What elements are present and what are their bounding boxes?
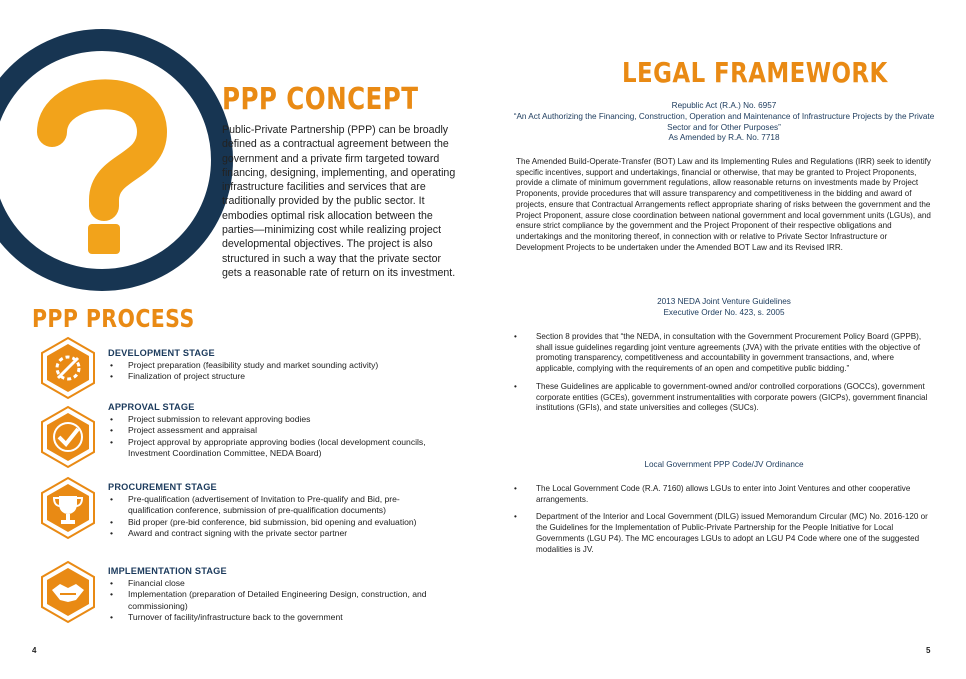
stage-title: DEVELOPMENT STAGE xyxy=(108,348,215,358)
trophy-icon xyxy=(36,476,100,540)
development-stage xyxy=(108,348,428,383)
neda-bullet-list xyxy=(514,332,934,421)
neda-guidelines-title: 2013 NEDA Joint Venture Guidelines xyxy=(657,297,791,306)
list-item: • Financial close xyxy=(108,578,428,589)
list-item: • Department of the Interior and Local Government (DILG) issued Memorandum Circular (MC) No. 2016-120 or the Guidelines for the Implementation of Public-Private Partnership for the People Initiative for Local Governments (LGU P4). The MC encourages LGUs to adopt an LGU P4 Code where one of the suggested modalities is JV. xyxy=(514,512,934,555)
list-item: • Turnover of facility/infrastructure back to the government xyxy=(108,612,428,623)
ra-full-title: “An Act Authorizing the Financing, Construction, Operation and Maintenance of Infrastructure Projects by the Private Sector and for Other Purposes” xyxy=(513,111,935,132)
procurement-stage xyxy=(108,482,428,539)
lgu-bullet-list xyxy=(514,484,934,562)
implementation-stage xyxy=(108,566,428,623)
ppp-concept-title: PPP CONCEPT xyxy=(222,82,419,117)
legal-framework-title: LEGAL FRAMEWORK xyxy=(622,56,888,89)
page-number-left: 4 xyxy=(32,646,37,655)
question-mark-icon xyxy=(0,28,234,292)
list-item: • Pre-qualification (advertisement of Invitation to Pre-qualify and Bid, pre-qualification conference, submission of pre-qualification documents) xyxy=(108,494,428,516)
list-item: • Implementation (preparation of Detailed Engineering Design, construction, and commissioning) xyxy=(108,589,428,611)
page-number-right: 5 xyxy=(926,646,931,655)
list-item: • Award and contract signing with the private sector partner xyxy=(108,528,428,539)
list-item: • Project approval by appropriate approving bodies (local development councils, Investment Coordination Committee, NEDA Board) xyxy=(108,437,428,459)
stage-title: IMPLEMENTATION STAGE xyxy=(108,566,227,576)
lgu-heading: Local Government PPP Code/JV Ordinance xyxy=(644,460,804,469)
gear-pencil-icon xyxy=(36,336,100,400)
ra-heading xyxy=(508,101,940,144)
stage-title: PROCUREMENT STAGE xyxy=(108,482,217,492)
checkmark-icon xyxy=(36,405,100,469)
stage-title: APPROVAL STAGE xyxy=(108,402,195,412)
list-item: • These Guidelines are applicable to government-owned and/or controlled corporations (GOCCs), government corporate entities (GCEs), government instrumentalities with corporate powers (GICPs), government financial institutions (GFIs), and state universities and colleges (SUCs). xyxy=(514,382,934,414)
list-item: • The Local Government Code (R.A. 7160) allows LGUs to enter into Joint Ventures and other cooperative arrangements. xyxy=(514,484,934,505)
list-item: • Project assessment and appraisal xyxy=(108,425,428,436)
ppp-process-title: PPP PROCESS xyxy=(32,304,195,333)
ppp-concept-body: Public-Private Partnership (PPP) can be broadly defined as a contractual agreement between the government and a private firm targeted toward financing, designing, implementing, and operating infrastructure facilities and services that are traditionally provided by the public sector. It embodies optimal risk allocation between the parties—minimizing cost while realizing project developmental objectives. The project is also structured in such a way that the private sector gets a reasonable rate of return on its investment. xyxy=(222,124,456,279)
executive-order: Executive Order No. 423, s. 2005 xyxy=(663,307,785,317)
list-item: • Project submission to relevant approving bodies xyxy=(108,414,428,425)
list-item: • Project preparation (feasibility study and market sounding activity) xyxy=(108,360,428,371)
ra-amendment: As Amended by R.A. No. 7718 xyxy=(668,133,780,143)
legal-intro-paragraph: The Amended Build-Operate-Transfer (BOT) Law and its Implementing Rules and Regulations (IRR) seek to identify specific incentives, support and undertakings, financial or otherwise, that may be granted to Project Proponents, provide a climate of minimum government regulations, allow reasonable returns on investments made by Project Proponents, provide procedures that will assure transparency and competitiveness in the bidding and award of projects, ensure that Contractual Arrangements reflect appropriate sharing of risks between the government and the Project Proponent, assure close coordination between national government and local government units (LGUs), and ensure strict compliance by the government and the Project Proponent of their respective obligations and undertakings and the monitoring thereof, in connection with or relative to Private Sector Infrastructure or Development Projects to be undertaken under the Amended BOT Law and its Revised IRR. xyxy=(516,157,931,252)
list-item: • Section 8 provides that “the NEDA, in consultation with the Government Procurement Policy Board (GPPB), shall issue guidelines regarding joint venture agreements (JVA) with the private entities with the objective of promoting transparency, competitiveness and accountability in government transactions, and, where applicable, complying with the requirements of an open and competitive public bidding.” xyxy=(514,332,934,375)
handshake-icon xyxy=(36,560,100,624)
neda-heading xyxy=(508,297,940,319)
approval-stage xyxy=(108,402,428,459)
list-item: • Finalization of project structure xyxy=(108,371,428,382)
ra-number: Republic Act (R.A.) No. 6957 xyxy=(671,101,777,110)
list-item: • Bid proper (pre-bid conference, bid submission, bid opening and evaluation) xyxy=(108,517,428,528)
